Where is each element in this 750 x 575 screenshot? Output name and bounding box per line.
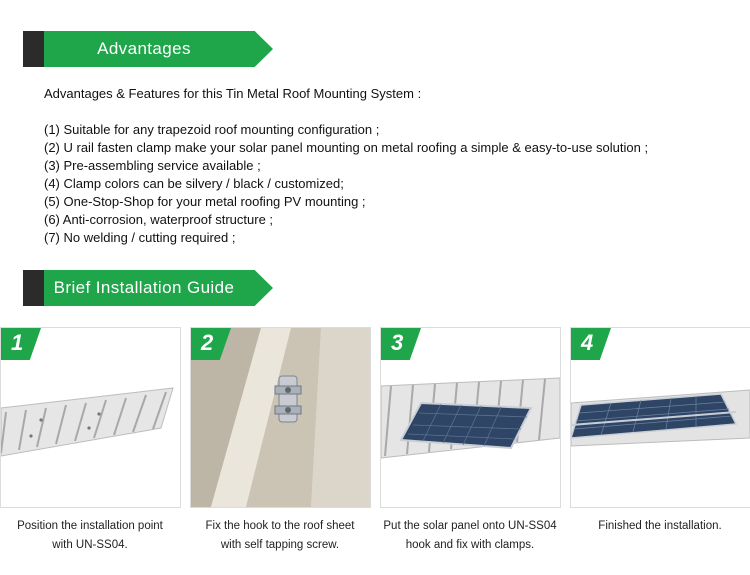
step-number: 2 [201,330,214,355]
caption-line: Position the installation point [17,520,163,532]
step-number: 4 [581,330,594,355]
step-number: 1 [11,330,24,355]
installation-guide-banner [23,270,273,306]
caption-line: Fix the hook to the roof sheet [205,520,355,532]
caption-line: hook and fix with clamps. [405,539,535,551]
feature-item: (3) Pre-assembling service available ; [44,158,261,173]
banner-dark-tab [23,270,44,306]
feature-item: (7) No welding / cutting required ; [44,230,236,245]
installation-guide-title: Brief Installation Guide [53,278,235,297]
caption-line: with self tapping screw. [220,539,340,551]
feature-item: (4) Clamp colors can be silvery / black / customized; [44,176,344,191]
step-2-image [190,327,371,508]
step-3-image [380,327,561,508]
step-4-caption [565,517,750,536]
features-intro: Advantages & Features for this Tin Metal Roof Mounting System : [44,86,422,101]
step-1-image [0,327,181,508]
feature-item: (2) U rail fasten clamp make your solar panel mounting on metal roofing a simple & easy-to-use solution ; [44,140,649,155]
step-4-image [570,327,750,508]
caption-line: Finished the installation. [598,520,722,532]
feature-item: (6) Anti-corrosion, waterproof structure ; [44,212,274,227]
step-2-caption [185,517,375,555]
feature-item: (5) One-Stop-Shop for your metal roofing PV mounting ; [44,194,366,209]
caption-line: with UN-SS04. [52,539,128,551]
step-3-caption [375,517,565,555]
features-list [44,85,648,247]
step-number: 3 [391,330,404,355]
feature-item: (1) Suitable for any trapezoid roof mounting configuration ; [44,122,380,137]
step-1-caption [0,517,185,555]
advantages-banner [23,31,273,67]
banner-dark-tab [23,31,44,67]
advantages-title: Advantages [97,39,191,58]
caption-line: Put the solar panel onto UN-SS04 [383,520,557,532]
